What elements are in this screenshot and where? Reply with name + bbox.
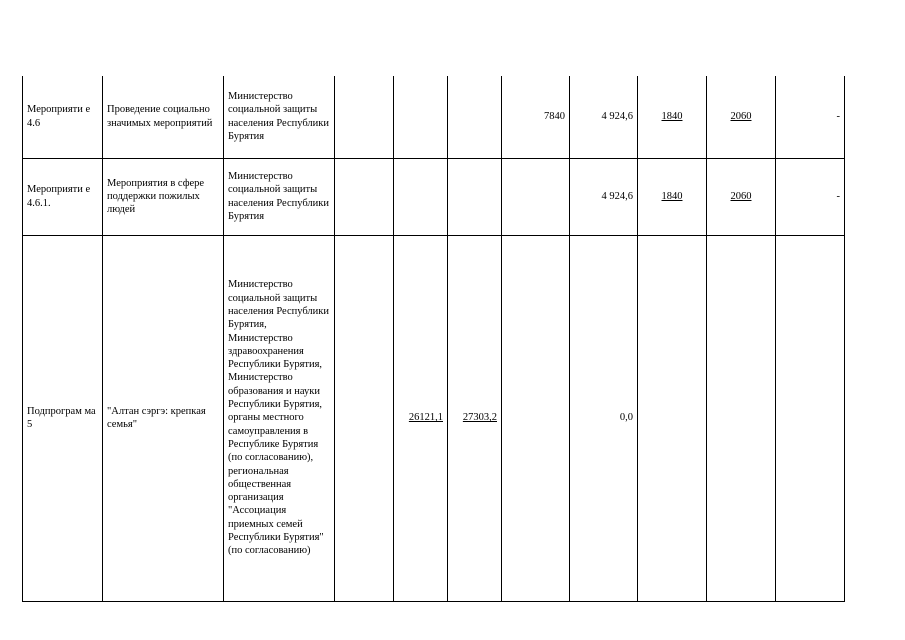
cell-col10	[707, 158, 776, 235]
cell-col7	[502, 158, 570, 235]
cell-col8: 0,0	[570, 235, 638, 601]
row-code: Мероприяти е 4.6	[23, 76, 103, 158]
cell-col8: 4 924,6	[570, 158, 638, 235]
cell-col5-value: 26121,1	[408, 412, 443, 424]
cell-col9	[638, 235, 707, 601]
cell-col4	[335, 76, 394, 158]
cell-col9-value: 1840	[661, 190, 683, 202]
cell-col11: -	[776, 158, 845, 235]
cell-col5	[394, 158, 448, 235]
row-responsible: Министерство социальной защиты населения Республики Бурятия	[224, 76, 335, 158]
cell-col4	[335, 235, 394, 601]
cell-col9-value: 1840	[661, 111, 683, 123]
cell-col9	[638, 76, 707, 158]
cell-col10-value: 2060	[730, 190, 752, 202]
cell-col11	[776, 235, 845, 601]
cell-col7	[502, 235, 570, 601]
cell-col11: -	[776, 76, 845, 158]
cell-col6	[448, 76, 502, 158]
row-responsible: Министерство социальной защиты населения Республики Бурятия, Министерство здравоохранения Республики Бурятия, Министерство образования и науки Республики Бурятия, органы местного самоуправления в Республике Бурятия (по согласованию), региональная общественная организация "Ассоциация приемных семей Республики Бурятия" (по согласованию)	[224, 235, 335, 601]
program-table	[22, 76, 845, 602]
row-code: Мероприяти е 4.6.1.	[23, 158, 103, 235]
cell-col6	[448, 158, 502, 235]
row-name: "Алтан сэргэ: крепкая семья"	[103, 235, 224, 601]
table-row	[23, 235, 845, 601]
cell-col6	[448, 235, 502, 601]
cell-col10	[707, 76, 776, 158]
row-responsible: Министерство социальной защиты населения Республики Бурятия	[224, 158, 335, 235]
cell-col4	[335, 158, 394, 235]
cell-col5	[394, 76, 448, 158]
row-name: Проведение социально значимых мероприятий	[103, 76, 224, 158]
cell-col6-value: 27303,2	[462, 412, 497, 424]
cell-col9	[638, 158, 707, 235]
cell-col5	[394, 235, 448, 601]
table-row	[23, 76, 845, 158]
row-code: Подпрограм ма 5	[23, 235, 103, 601]
cell-col8: 4 924,6	[570, 76, 638, 158]
cell-col7: 7840	[502, 76, 570, 158]
table-row	[23, 158, 845, 235]
cell-col10	[707, 235, 776, 601]
row-name: Мероприятия в сфере поддержки пожилых людей	[103, 158, 224, 235]
cell-col10-value: 2060	[730, 111, 752, 123]
